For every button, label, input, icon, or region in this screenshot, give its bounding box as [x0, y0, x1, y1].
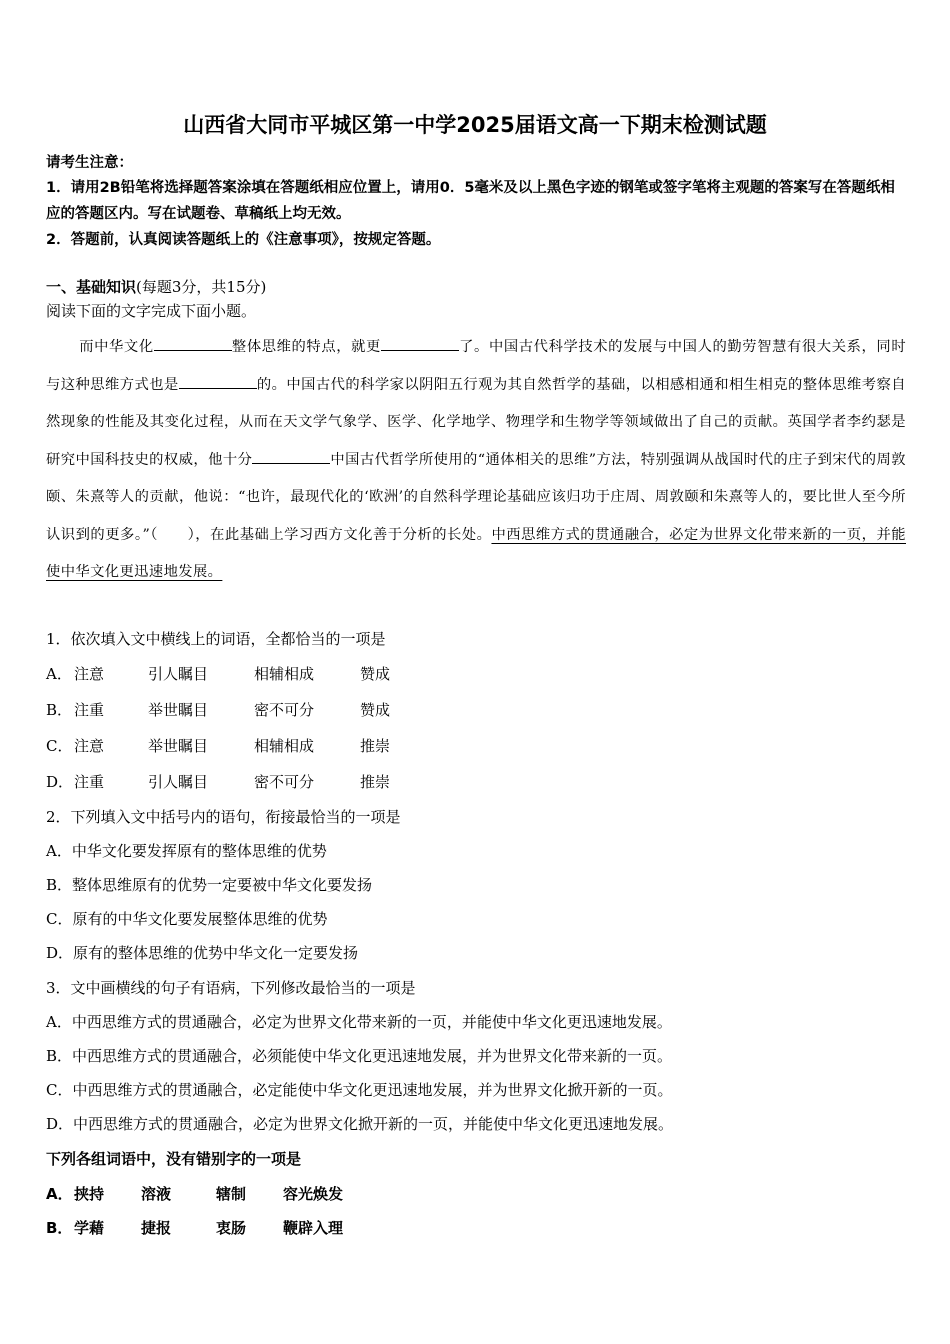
blank-3: [179, 374, 257, 389]
blank-1: [154, 336, 232, 351]
q3-option-d: D．中西思维方式的贯通融合，必定为世界文化掀开新的一页，并能使中华文化更迅速地发展。: [46, 1115, 674, 1133]
blank-2: [381, 336, 459, 351]
q2-option-d: D．原有的整体思维的优势中华文化一定要发扬: [46, 944, 359, 962]
passage-underlined-sentence: 中西思维方式的贯通融合，必定为世界文化带来新的一页，并能使中华文化更迅速地发展。: [46, 526, 906, 580]
section-heading-points: (每题3分，共15分): [136, 278, 267, 296]
exam-title: 山西省大同市平城区第一中学2025届语文高一下期末检测试题: [183, 113, 767, 137]
q4-option-b: B． 学藉 捷报 衷肠 鞭辟入理: [46, 1219, 344, 1237]
passage-part-1: 而中华文化: [79, 339, 154, 355]
q1-option-a: A． 注意 引人瞩目 相辅相成 赞成: [46, 665, 391, 683]
notice-item-2: 2．答题前，认真阅读答题纸上的《注意事项》，按规定答题。: [46, 232, 441, 248]
blank-4: [252, 449, 330, 464]
passage-part-5: 中国古代哲学所使用的“通体相关的思维”方法，特别强调从战国时代的庄子到宋代的周敦颐、朱熹等人的贡献，他说：“也许，最现代化的‘欧洲’的自然科学理论基础应该归功于庄周、周敦颐和朱熹等人的，要比世人至今所认识到的更多。”（ ），在此基础上学习西方文化善于分析的长处。: [46, 451, 906, 543]
q2-option-c: C．原有的中华文化要发展整体思维的优势: [46, 910, 328, 928]
q2-option-b: B．整体思维原有的优势一定要被中华文化要发扬: [46, 876, 373, 894]
passage-part-2: 整体思维的特点，就更: [231, 339, 381, 355]
q3-option-b: B．中西思维方式的贯通融合，必须能使中华文化更迅速地发展，并为世界文化带来新的一页。: [46, 1047, 673, 1065]
q3-option-c: C．中西思维方式的贯通融合，必定能使中华文化更迅速地发展，并为世界文化掀开新的一页。: [46, 1081, 673, 1099]
section-heading: [46, 276, 266, 298]
notice-item-1: 1．请用2B铅笔将选择题答案涂填在答题纸相应位置上，请用0．5毫米及以上黑色字迹的钢笔或签字笔将主观题的答案写在答题纸相应的答题区内。写在试题卷、草稿纸上均无效。: [46, 180, 895, 222]
section-heading-label: 一、基础知识: [46, 278, 137, 296]
q2-option-a: A．中华文化要发挥原有的整体思维的优势: [46, 842, 327, 860]
q1-option-b: B． 注重 举世瞩目 密不可分 赞成: [46, 701, 391, 719]
q1-option-c: C． 注意 举世瞩目 相辅相成 推崇: [46, 737, 391, 755]
passage-part-4: 的。中国古代的科学家以阴阳五行观为其自然哲学的基础，以相感相通和相生相克的整体思维考察自然现象的性能及其变化过程，从而在天文学气象学、医学、化学地学、物理学和生物学等领域做出了自己的贡献。英国学者李约瑟是研究中国科技史的权威，他十分: [46, 376, 906, 468]
question-3: 3．文中画横线的句子有语病，下列修改最恰当的一项是: [46, 979, 416, 997]
reading-passage: [46, 329, 906, 592]
question-4: 下列各组词语中，没有错别字的一项是: [46, 1150, 302, 1168]
notice-heading: 请考生注意：: [46, 155, 133, 171]
q3-option-a: A．中西思维方式的贯通融合，必定为世界文化带来新的一页，并能使中华文化更迅速地发展。: [46, 1013, 672, 1031]
question-1: 1．依次填入文中横线上的词语，全都恰当的一项是: [46, 630, 386, 648]
section-instruction: 阅读下面的文字完成下面小题。: [46, 302, 257, 320]
q1-option-d: D．注重 引人瞩目 密不可分 推崇: [46, 773, 391, 791]
passage-part-3: 了。中国古代科学技术的发展与中国人的勤劳智慧有很大关系，同时与这种思维方式也是: [46, 339, 907, 393]
q4-option-a: A．挟持 溶液 辖制 容光焕发: [46, 1185, 344, 1203]
question-2: 2．下列填入文中括号内的语句，衔接最恰当的一项是: [46, 808, 401, 826]
